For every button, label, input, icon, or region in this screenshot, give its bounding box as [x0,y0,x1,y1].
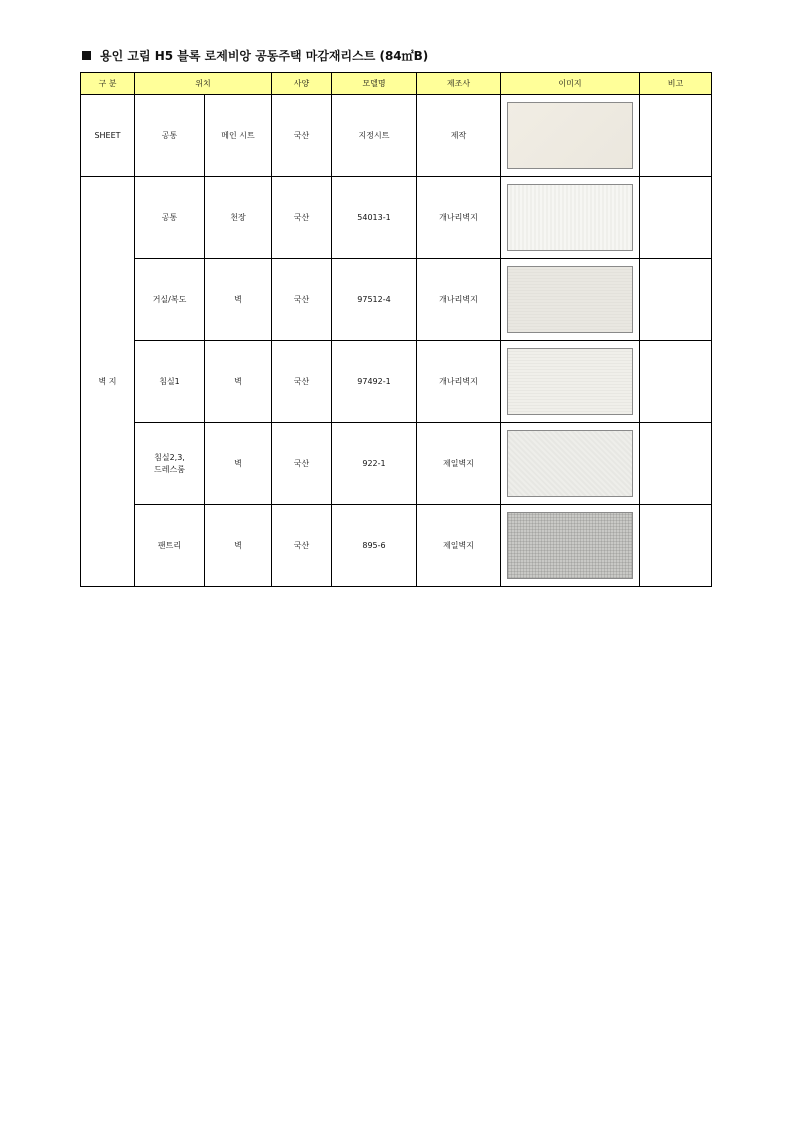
header-image: 이미지 [501,73,640,95]
finish-materials-table [80,72,712,587]
table-row [81,423,712,505]
image-cell [501,259,640,341]
location-part-cell: 메인 시트 [205,95,272,177]
note-cell [640,95,712,177]
spec-cell: 국산 [272,341,332,423]
location-area-cell: 침실1 [135,341,205,423]
image-cell [501,95,640,177]
note-cell [640,259,712,341]
material-swatch-image [507,512,633,579]
maker-cell: 개나리벽지 [417,177,501,259]
material-swatch-image [507,184,633,251]
spec-cell: 국산 [272,423,332,505]
location-area-cell: 침실2,3, 드레스룸 [135,423,205,505]
model-cell: 97492-1 [332,341,417,423]
maker-cell: 개나리벽지 [417,259,501,341]
model-cell: 지정시트 [332,95,417,177]
maker-cell: 제일벽지 [417,505,501,587]
page-title-text: 용인 고림 H5 블록 로제비앙 공동주택 마감재리스트 (84㎡B) [100,49,429,63]
table-row [81,95,712,177]
material-swatch-image [507,430,633,497]
square-bullet-icon [82,51,91,60]
note-cell [640,177,712,259]
category-cell: 벽 지 [81,177,135,587]
location-area-cell: 거실/복도 [135,259,205,341]
material-swatch-image [507,102,633,169]
location-part-cell: 벽 [205,259,272,341]
note-cell [640,505,712,587]
model-cell: 895-6 [332,505,417,587]
image-cell [501,505,640,587]
maker-cell: 제일벽지 [417,423,501,505]
location-area-cell: 팬트리 [135,505,205,587]
header-location: 위치 [135,73,272,95]
model-cell: 54013-1 [332,177,417,259]
location-part-cell: 벽 [205,423,272,505]
table-row [81,505,712,587]
category-cell: SHEET [81,95,135,177]
spec-cell: 국산 [272,177,332,259]
location-part-cell: 천장 [205,177,272,259]
header-spec: 사양 [272,73,332,95]
table-row [81,341,712,423]
location-part-cell: 벽 [205,341,272,423]
image-cell [501,177,640,259]
material-swatch-image [507,266,633,333]
model-cell: 97512-4 [332,259,417,341]
location-area-cell: 공통 [135,95,205,177]
table-header-row [81,73,712,95]
note-cell [640,423,712,505]
image-cell [501,423,640,505]
header-model: 모델명 [332,73,417,95]
maker-cell: 개나리벽지 [417,341,501,423]
table-row [81,259,712,341]
page-title [82,47,428,64]
material-swatch-image [507,348,633,415]
spec-cell: 국산 [272,505,332,587]
spec-cell: 국산 [272,95,332,177]
spec-cell: 국산 [272,259,332,341]
model-cell: 922-1 [332,423,417,505]
table-row [81,177,712,259]
location-part-cell: 벽 [205,505,272,587]
header-maker: 제조사 [417,73,501,95]
header-category: 구 분 [81,73,135,95]
maker-cell: 제작 [417,95,501,177]
image-cell [501,341,640,423]
location-area-cell: 공통 [135,177,205,259]
note-cell [640,341,712,423]
header-note: 비고 [640,73,712,95]
